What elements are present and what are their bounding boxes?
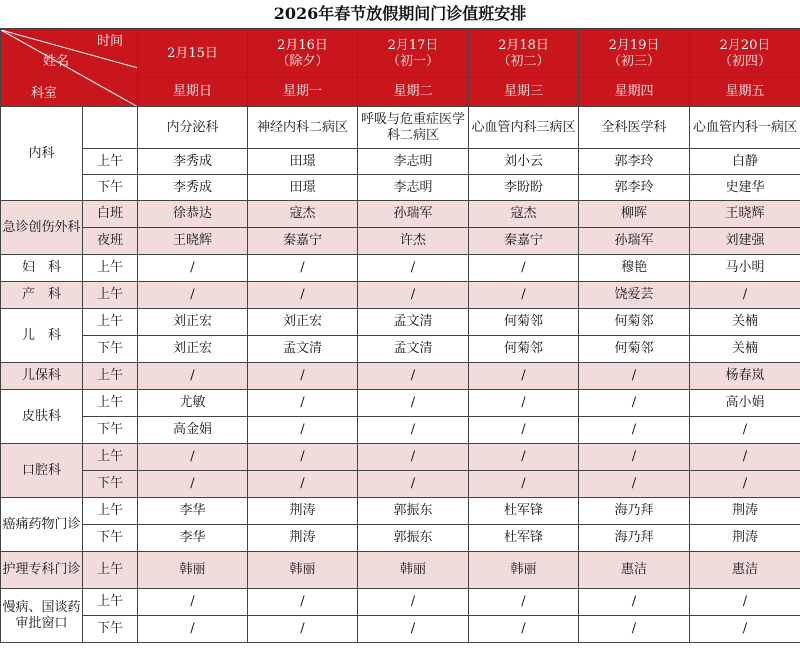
duty-cell: 何菊邻 xyxy=(469,336,579,363)
dept-cell: 慢病、国谈药审批窗口 xyxy=(1,589,83,643)
dept-cell: 护理专科门诊 xyxy=(1,552,83,589)
duty-cell: 孟文清 xyxy=(358,309,469,336)
duty-cell: 惠洁 xyxy=(579,552,690,589)
unit-cell: 神经内科二病区 xyxy=(248,107,358,149)
duty-cell: 寇杰 xyxy=(248,201,358,228)
duty-cell: / xyxy=(579,589,690,616)
duty-cell: 海乃拜 xyxy=(579,525,690,552)
duty-cell: 李秀成 xyxy=(138,175,248,201)
table-row xyxy=(1,471,800,498)
duty-cell: / xyxy=(358,417,469,444)
unit-cell: 内分泌科 xyxy=(138,107,248,149)
duty-cell: 刘正宏 xyxy=(138,309,248,336)
duty-cell: 杨春岚 xyxy=(690,363,800,390)
duty-cell: / xyxy=(248,282,358,309)
duty-cell: / xyxy=(469,282,579,309)
unit-row xyxy=(1,107,800,149)
duty-cell: / xyxy=(248,363,358,390)
duty-cell: / xyxy=(358,589,469,616)
dept-cell: 急诊创伤外科 xyxy=(1,201,83,255)
duty-cell: / xyxy=(138,616,248,643)
duty-cell: / xyxy=(579,363,690,390)
shift-cell: 白班 xyxy=(83,201,138,228)
duty-cell: 惠洁 xyxy=(690,552,800,589)
table-row xyxy=(1,363,800,390)
duty-cell: 荆涛 xyxy=(690,498,800,525)
duty-cell: / xyxy=(469,589,579,616)
dept-cell: 口腔科 xyxy=(1,444,83,498)
duty-cell: 尤敏 xyxy=(138,390,248,417)
duty-cell: 刘小云 xyxy=(469,149,579,175)
table-row xyxy=(1,498,800,525)
corner-header xyxy=(1,30,138,107)
duty-cell: / xyxy=(579,616,690,643)
duty-cell: / xyxy=(248,390,358,417)
duty-cell: 穆艳 xyxy=(579,255,690,282)
duty-cell: 韩丽 xyxy=(138,552,248,589)
duty-cell: / xyxy=(358,471,469,498)
duty-cell: 刘正宏 xyxy=(138,336,248,363)
unit-cell: 心血管内科三病区 xyxy=(469,107,579,149)
dept-cell: 儿 科 xyxy=(1,309,83,363)
duty-cell: 关楠 xyxy=(690,336,800,363)
shift-cell: 上午 xyxy=(83,149,138,175)
weekday-header: 星期四 xyxy=(579,78,690,107)
shift-cell: 下午 xyxy=(83,525,138,552)
shift-cell: 夜班 xyxy=(83,228,138,255)
table-row xyxy=(1,616,800,643)
shift-cell: 上午 xyxy=(83,309,138,336)
duty-cell: / xyxy=(138,363,248,390)
table-row xyxy=(1,589,800,616)
duty-cell: 韩丽 xyxy=(248,552,358,589)
duty-cell: 秦嘉宁 xyxy=(248,228,358,255)
unit-cell: 呼吸与危重症医学科二病区 xyxy=(358,107,469,149)
duty-cell: 何菊邻 xyxy=(579,336,690,363)
dept-cell: 皮肤科 xyxy=(1,390,83,444)
duty-cell: / xyxy=(358,444,469,471)
duty-cell: 关楠 xyxy=(690,309,800,336)
duty-cell: 王晓辉 xyxy=(138,228,248,255)
duty-cell: / xyxy=(690,282,800,309)
table-row xyxy=(1,552,800,589)
duty-cell: 李志明 xyxy=(358,175,469,201)
duty-cell: 许杰 xyxy=(358,228,469,255)
date-header-4: 2月19日 （初三） xyxy=(579,30,690,78)
unit-cell: 全科医学科 xyxy=(579,107,690,149)
duty-cell: 王晓辉 xyxy=(690,201,800,228)
corner-name-label: 姓名 xyxy=(43,54,70,69)
shift-cell: 下午 xyxy=(83,417,138,444)
table-row xyxy=(1,228,800,255)
duty-cell: 郭李玲 xyxy=(579,149,690,175)
duty-cell: 荆涛 xyxy=(248,525,358,552)
shift-cell: 下午 xyxy=(83,336,138,363)
shift-cell: 下午 xyxy=(83,471,138,498)
shift-cell: 上午 xyxy=(83,498,138,525)
duty-cell: / xyxy=(138,444,248,471)
shift-cell-empty xyxy=(83,107,138,149)
duty-cell: 秦嘉宁 xyxy=(469,228,579,255)
shift-cell: 上午 xyxy=(83,282,138,309)
duty-cell: 李志明 xyxy=(358,149,469,175)
duty-cell: 史建华 xyxy=(690,175,800,201)
duty-cell: / xyxy=(690,589,800,616)
duty-cell: 刘正宏 xyxy=(248,309,358,336)
duty-cell: 荆涛 xyxy=(690,525,800,552)
duty-cell: 李秀成 xyxy=(138,149,248,175)
duty-cell: / xyxy=(469,255,579,282)
duty-cell: 李华 xyxy=(138,525,248,552)
date-header-3: 2月18日 （初二） xyxy=(469,30,579,78)
weekday-header: 星期日 xyxy=(138,78,248,107)
duty-cell: 韩丽 xyxy=(358,552,469,589)
duty-cell: / xyxy=(690,471,800,498)
shift-cell: 下午 xyxy=(83,175,138,201)
duty-cell: 郭李玲 xyxy=(579,175,690,201)
shift-cell: 上午 xyxy=(83,552,138,589)
duty-cell: 李华 xyxy=(138,498,248,525)
duty-cell: 何菊邻 xyxy=(469,309,579,336)
date-header-0: 2月15日 xyxy=(138,30,248,78)
duty-cell: 孟文清 xyxy=(248,336,358,363)
shift-cell: 上午 xyxy=(83,444,138,471)
table-row xyxy=(1,525,800,552)
duty-cell: / xyxy=(248,417,358,444)
duty-cell: 徐恭达 xyxy=(138,201,248,228)
duty-cell: 孙瑞军 xyxy=(358,201,469,228)
corner-time-label: 时间 xyxy=(96,34,123,49)
dept-cell: 产 科 xyxy=(1,282,83,309)
duty-cell: / xyxy=(248,255,358,282)
duty-cell: 孟文清 xyxy=(358,336,469,363)
duty-cell: 高小娟 xyxy=(690,390,800,417)
duty-cell: / xyxy=(469,616,579,643)
page-title: 2026年春节放假期间门诊值班安排 xyxy=(0,0,800,29)
duty-cell: 孙瑞军 xyxy=(579,228,690,255)
weekday-header: 星期三 xyxy=(469,78,579,107)
shift-cell: 上午 xyxy=(83,363,138,390)
duty-cell: / xyxy=(358,282,469,309)
duty-cell: / xyxy=(579,417,690,444)
shift-cell: 上午 xyxy=(83,589,138,616)
table-row xyxy=(1,336,800,363)
duty-cell: / xyxy=(690,444,800,471)
duty-cell: / xyxy=(138,255,248,282)
duty-cell: 马小明 xyxy=(690,255,800,282)
duty-cell: / xyxy=(469,363,579,390)
dept-cell: 妇 科 xyxy=(1,255,83,282)
duty-cell: / xyxy=(248,471,358,498)
weekday-header: 星期五 xyxy=(690,78,800,107)
duty-cell: / xyxy=(469,444,579,471)
duty-cell: / xyxy=(690,616,800,643)
duty-cell: 田璟 xyxy=(248,175,358,201)
duty-cell: / xyxy=(248,616,358,643)
date-header-2: 2月17日 （初一） xyxy=(358,30,469,78)
table-row xyxy=(1,417,800,444)
duty-cell: / xyxy=(358,390,469,417)
duty-cell: 饶爱芸 xyxy=(579,282,690,309)
unit-cell: 心血管内科一病区 xyxy=(690,107,800,149)
dept-cell: 癌痛药物门诊 xyxy=(1,498,83,552)
table-row xyxy=(1,149,800,175)
duty-cell: 杜军锋 xyxy=(469,525,579,552)
duty-cell: 田璟 xyxy=(248,149,358,175)
duty-cell: / xyxy=(248,444,358,471)
duty-cell: / xyxy=(469,471,579,498)
duty-cell: / xyxy=(579,471,690,498)
duty-cell: 何菊邻 xyxy=(579,309,690,336)
duty-cell: 刘建强 xyxy=(690,228,800,255)
table-row xyxy=(1,390,800,417)
shift-cell: 上午 xyxy=(83,255,138,282)
duty-cell: / xyxy=(358,616,469,643)
duty-cell: / xyxy=(469,390,579,417)
date-header-5: 2月20日 （初四） xyxy=(690,30,800,78)
duty-cell: 柳晖 xyxy=(579,201,690,228)
table-row xyxy=(1,309,800,336)
duty-cell: / xyxy=(138,589,248,616)
duty-cell: / xyxy=(138,471,248,498)
duty-cell: 高金娟 xyxy=(138,417,248,444)
duty-cell: 韩丽 xyxy=(469,552,579,589)
duty-cell: / xyxy=(138,282,248,309)
shift-cell: 上午 xyxy=(83,390,138,417)
table-row xyxy=(1,444,800,471)
duty-cell: / xyxy=(690,417,800,444)
duty-cell: / xyxy=(579,390,690,417)
duty-cell: / xyxy=(579,444,690,471)
duty-cell: / xyxy=(248,589,358,616)
schedule-table xyxy=(0,29,800,643)
duty-cell: 荆涛 xyxy=(248,498,358,525)
table-row xyxy=(1,175,800,201)
duty-cell: 杜军锋 xyxy=(469,498,579,525)
shift-cell: 下午 xyxy=(83,616,138,643)
duty-cell: / xyxy=(469,417,579,444)
duty-cell: 郭振东 xyxy=(358,498,469,525)
table-row xyxy=(1,255,800,282)
table-row xyxy=(1,201,800,228)
corner-dept-label: 科室 xyxy=(31,86,58,101)
weekday-header: 星期一 xyxy=(248,78,358,107)
table-row xyxy=(1,282,800,309)
duty-cell: / xyxy=(358,255,469,282)
duty-cell: / xyxy=(358,363,469,390)
duty-cell: 李盼盼 xyxy=(469,175,579,201)
dept-cell: 儿保科 xyxy=(1,363,83,390)
weekday-header: 星期二 xyxy=(358,78,469,107)
duty-cell: 寇杰 xyxy=(469,201,579,228)
duty-cell: 郭振东 xyxy=(358,525,469,552)
duty-cell: 海乃拜 xyxy=(579,498,690,525)
dept-cell: 内科 xyxy=(1,107,83,201)
date-header-1: 2月16日 （除夕） xyxy=(248,30,358,78)
duty-cell: 白静 xyxy=(690,149,800,175)
